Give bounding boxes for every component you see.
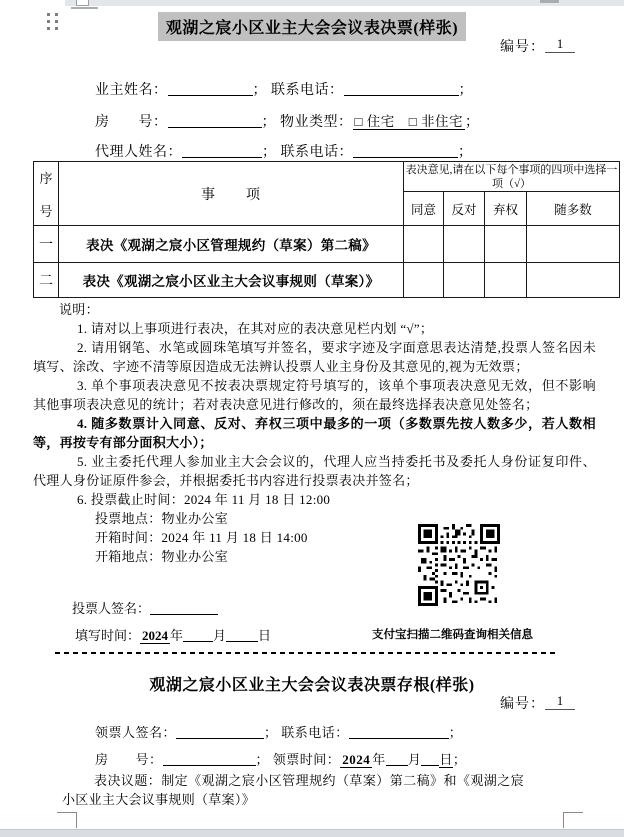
row2-abstain-cell[interactable] xyxy=(485,263,527,298)
stub-year-label: 年 xyxy=(372,752,386,767)
qr-caption: 支付宝扫描二维码查询相关信息 xyxy=(372,629,533,641)
page-bottom-gap xyxy=(0,829,624,837)
seq-header xyxy=(34,162,59,226)
stub-month-label: 月 xyxy=(407,752,422,767)
agent-row xyxy=(95,141,473,161)
note-6-deadline: 6. 投票截止时间：2024 年 11 月 18 日 12:00 xyxy=(77,492,331,507)
property-type-label: 物业类型： xyxy=(280,115,353,130)
item-header: 事 项 xyxy=(59,162,404,226)
stub-month-blank xyxy=(386,751,408,766)
month-label: 月 xyxy=(213,628,227,643)
page-corner-mark-right xyxy=(563,812,583,828)
note-6-open-place: 开箱地点：物业办公室 xyxy=(95,549,229,564)
separator: ； xyxy=(252,83,267,98)
agent-phone-blank xyxy=(353,143,458,158)
room-no-label: 房 号： xyxy=(95,115,168,130)
scrollbar-nub[interactable] xyxy=(540,0,559,3)
ballot-title-text: 观湖之宸小区业主大会会议表决票(样张) xyxy=(158,12,466,41)
seq-header-top: 序 xyxy=(39,170,53,186)
agent-phone-label: 联系电话： xyxy=(280,145,353,160)
stub-phone-label: 联系电话： xyxy=(281,725,349,740)
phone-label: 联系电话： xyxy=(271,83,344,98)
separator: ； xyxy=(452,752,467,767)
stub-serial xyxy=(500,693,575,713)
checkbox-residential-icon: □ xyxy=(354,114,363,129)
separator: ； xyxy=(464,115,480,130)
qr-code xyxy=(418,524,500,606)
seq-header-bottom: 号 xyxy=(39,203,53,219)
serial-value: 1 xyxy=(545,36,575,53)
owner-row xyxy=(95,79,473,99)
stub-day-label: 日 xyxy=(439,752,453,767)
receiver-sign-label: 领票人签名： xyxy=(95,725,177,740)
voter-sign-row xyxy=(72,598,218,617)
ballot-serial xyxy=(500,36,575,56)
separator: ； xyxy=(448,725,463,740)
stub-topic-text: 表决议题：制定《观湖之宸小区管理规约（草案）第二稿》和《观湖之宸小区业主大会议事规则（草案）》 xyxy=(62,773,524,807)
separator: ； xyxy=(261,115,276,130)
option-abstain: 弃权 xyxy=(485,192,527,226)
note-6-place: 投票地点：物业办公室 xyxy=(95,511,229,526)
table-row xyxy=(34,226,620,263)
checkbox-non-residential-icon: □ xyxy=(408,114,418,129)
stub-room-row xyxy=(95,749,466,768)
phone-blank xyxy=(344,81,459,96)
vote-table xyxy=(33,161,620,298)
option-follow-majority: 随多数 xyxy=(527,192,620,226)
non-residential-label: 非住宅 xyxy=(420,114,463,129)
note-3: 3. 单个事项表决意见不按表决票规定符号填写的，该单个事项表决意见无效，但不影响其他事项表决意见的统计；若对表决意见进行修改的，须在最终选择表决意见处签名； xyxy=(33,378,596,412)
page-corner-mark-left xyxy=(57,812,77,828)
row1-seq: 一 xyxy=(34,226,59,263)
property-type-options xyxy=(353,114,465,130)
room-no-blank xyxy=(168,113,262,128)
stub-day-blank xyxy=(421,751,439,766)
row2-agree-cell[interactable] xyxy=(404,263,444,298)
owner-name-blank xyxy=(168,81,253,96)
stub-phone-blank xyxy=(349,724,449,739)
stub-room-blank xyxy=(163,751,256,766)
fill-time-label: 填写时间： xyxy=(75,628,141,643)
stub-receiver-row xyxy=(95,722,462,741)
room-row xyxy=(95,110,479,131)
note-1: 1. 请对以上事项进行表决，在其对应的表决意见栏内划 “√”； xyxy=(77,321,434,336)
separator: ； xyxy=(458,83,473,98)
stub-topic xyxy=(62,771,524,809)
note-5: 5. 业主委托代理人参加业主大会会议的，代理人应当持委托书及委托人身份证复印件、代理人身份证原件参会，并根据委托书内容进行投票表决并签名； xyxy=(33,454,596,488)
stub-serial-value: 1 xyxy=(545,693,575,710)
option-oppose: 反对 xyxy=(444,192,485,226)
agent-name-label: 代理人姓名： xyxy=(95,145,182,160)
row1-majority-cell[interactable] xyxy=(527,226,620,263)
stub-room-label: 房 号： xyxy=(95,752,163,767)
note-2: 2. 请用钢笔、水笔或圆珠笔填写并签名，要求字迹及字面意思表达清楚,投票人签名因未填写、涂改、字迹不清等原因造成无法辨认投票人业主身份及其意见的,视为无效票； xyxy=(33,340,596,374)
table-row xyxy=(34,263,620,298)
note-6-open-time: 开箱时间：2024 年 11 月 18 日 14:00 xyxy=(95,530,308,545)
residential-label: 住宅 xyxy=(366,114,395,129)
row2-oppose-cell[interactable] xyxy=(444,263,485,298)
fill-time-row xyxy=(75,625,271,644)
owner-name-label: 业主姓名： xyxy=(95,83,168,98)
ruler-marker-icon[interactable] xyxy=(76,0,89,6)
separator: ； xyxy=(458,145,473,160)
notes-section xyxy=(33,300,596,566)
separator: ； xyxy=(264,725,278,740)
serial-label: 编号： xyxy=(500,40,545,55)
voter-sign-label: 投票人签名： xyxy=(72,601,151,616)
year-label: 年 xyxy=(170,628,184,643)
row1-item: 表决《观湖之宸小区管理规约（草案）第二稿》 xyxy=(59,226,404,263)
note-4: 4. 随多数票计入同意、反对、弃权三项中最多的一项（多数票先按人数多少，若人数相等，再按专有部分面积大小）； xyxy=(33,416,596,450)
separator: ； xyxy=(262,145,277,160)
voter-sign-blank xyxy=(150,600,218,615)
stub-title: 观湖之宸小区业主大会会议表决票存根(样张) xyxy=(149,677,475,694)
row2-seq: 二 xyxy=(34,263,59,298)
fill-year-value: 2024 xyxy=(142,628,169,643)
month-blank xyxy=(183,627,213,642)
notes-heading: 说明： xyxy=(59,302,99,317)
row2-majority-cell[interactable] xyxy=(527,263,620,298)
stub-serial-label: 编号： xyxy=(500,697,545,712)
row2-item: 表决《观湖之宸小区业主大会议事规则（草案）》 xyxy=(59,263,404,298)
ruler-line xyxy=(71,7,98,9)
day-label: 日 xyxy=(258,628,272,643)
receiver-sign-blank xyxy=(176,724,264,739)
opinion-header: 表决意见,请在以下每个事项的四项中选择一项（√） xyxy=(404,162,620,192)
row1-agree-cell[interactable] xyxy=(404,226,444,263)
row1-abstain-cell[interactable] xyxy=(485,226,527,263)
agent-name-blank xyxy=(182,143,262,158)
receive-time-label: 领票时间： xyxy=(272,752,341,767)
cut-line xyxy=(55,652,556,654)
day-blank xyxy=(226,627,258,642)
separator: ； xyxy=(255,752,270,767)
row1-oppose-cell[interactable] xyxy=(444,226,485,263)
option-agree: 同意 xyxy=(404,192,444,226)
stub-year-value: 2024 xyxy=(342,752,371,767)
